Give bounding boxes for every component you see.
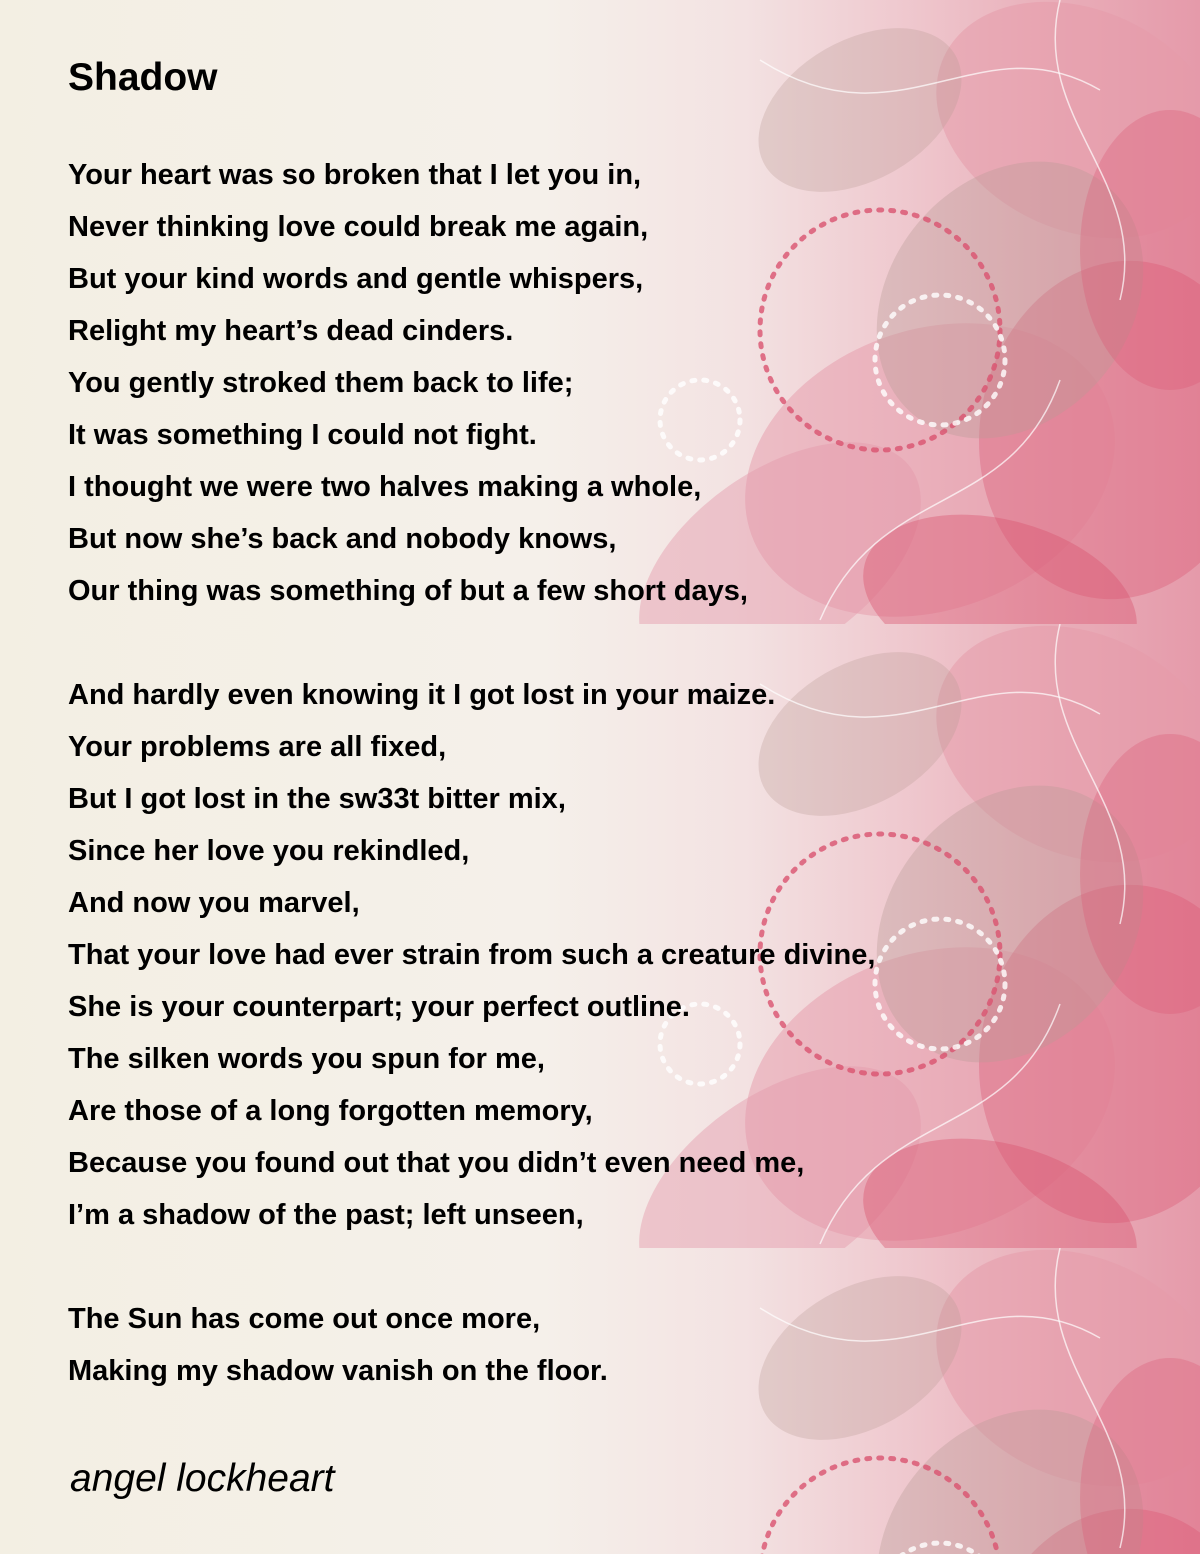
poem-line: And hardly even knowing it I got lost in your maize. — [68, 679, 776, 711]
poem-line: And now you marvel, — [68, 887, 360, 919]
poem-line: Relight my heart’s dead cinders. — [68, 315, 514, 347]
petal-shape — [730, 0, 991, 226]
poem-line: Are those of a long forgotten memory, — [68, 1095, 593, 1127]
poem-line: Because you found out that you didn’t even need me, — [68, 1147, 805, 1179]
poem-line: But I got lost in the sw33t bitter mix, — [68, 783, 566, 815]
poem-line: It was something I could not fight. — [68, 419, 537, 451]
poem-line: Your problems are all fixed, — [68, 731, 447, 763]
poem-line: You gently stroked them back to life; — [68, 367, 574, 399]
stanza-2 — [68, 669, 875, 1241]
stanza-3 — [68, 1293, 608, 1397]
poem-title: Shadow — [68, 56, 218, 99]
poem-line: The silken words you spun for me, — [68, 1043, 545, 1075]
poem-line: I’m a shadow of the past; left unseen, — [68, 1199, 584, 1231]
poem-line: Never thinking love could break me again, — [68, 211, 649, 243]
poem-line: Our thing was something of but a few short days, — [68, 575, 748, 607]
poem-line: Making my shadow vanish on the floor. — [68, 1355, 608, 1387]
poem-line: I thought we were two halves making a whole, — [68, 471, 702, 503]
poem-line: Since her love you rekindled, — [68, 835, 470, 867]
poem-line: But your kind words and gentle whispers, — [68, 263, 644, 295]
poem-author: angel lockheart — [70, 1457, 335, 1500]
petal-shape — [730, 1248, 991, 1474]
poem-line: But now she’s back and nobody knows, — [68, 523, 617, 555]
stanza-1 — [68, 149, 748, 617]
poem-line: Your heart was so broken that I let you in, — [68, 159, 642, 191]
poem-line: That your love had ever strain from such a creature divine, — [68, 939, 876, 971]
poem-line: The Sun has come out once more, — [68, 1303, 541, 1335]
poem-line: She is your counterpart; your perfect outline. — [68, 991, 690, 1023]
